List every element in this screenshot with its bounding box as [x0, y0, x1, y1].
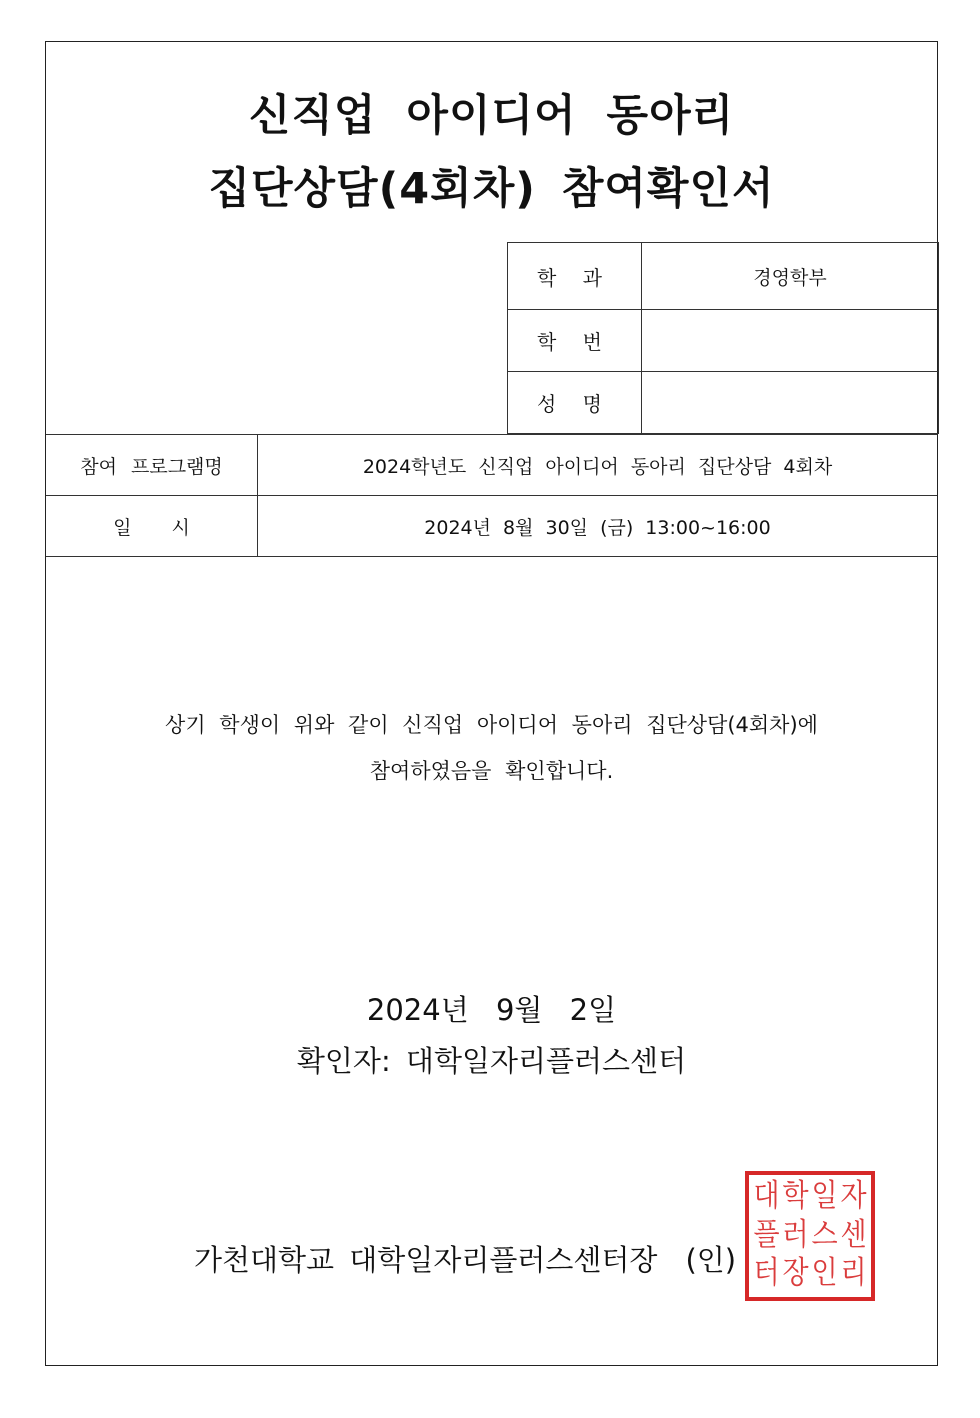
seal-glyph: 장	[782, 1255, 809, 1292]
seal-glyph: 센	[840, 1217, 867, 1253]
confirmer: 확인자: 대학일자리플러스센터	[296, 1044, 687, 1078]
student-id-row	[508, 310, 939, 372]
student-id-label: 학 번	[508, 310, 642, 372]
program-name-value: 2024학년도 신직업 아이디어 동아리 집단상담 4회차	[258, 435, 938, 496]
program-date-row	[46, 496, 937, 557]
issue-date: 2024년 9월 2일	[366, 993, 617, 1027]
name-label: 성 명	[508, 372, 642, 434]
seal-glyph: 인	[811, 1255, 838, 1292]
seal-glyph: 리	[840, 1255, 867, 1292]
statement-line-2: 참여하였음을 확인합니다.	[369, 759, 614, 783]
seal-glyph: 일	[811, 1178, 838, 1215]
official-seal-stamp	[745, 1171, 875, 1301]
department-row	[508, 243, 939, 310]
seal-glyph: 러	[782, 1217, 809, 1253]
name-row	[508, 372, 939, 434]
seal-glyph: 자	[840, 1178, 867, 1215]
program-name-label: 참여 프로그램명	[46, 435, 258, 496]
title-line-2: 집단상담(4회차) 참여확인서	[208, 164, 775, 214]
seal-glyph: 플	[753, 1217, 780, 1253]
confirmation-statement	[46, 702, 937, 794]
name-value	[642, 372, 939, 434]
program-name-row	[46, 435, 937, 496]
student-id-value	[642, 310, 939, 372]
seal-glyph: 터	[753, 1255, 780, 1292]
certificate-frame	[45, 41, 938, 1366]
seal-glyph: 학	[782, 1178, 809, 1215]
department-value: 경영학부	[642, 243, 939, 310]
department-label: 학 과	[508, 243, 642, 310]
statement-line-1: 상기 학생이 위와 같이 신직업 아이디어 동아리 집단상담(4회차)에	[165, 713, 818, 737]
program-table	[46, 434, 937, 557]
program-date-value: 2024년 8월 30일 (금) 13:00~16:00	[258, 496, 938, 557]
program-date-label: 일 시	[46, 496, 258, 557]
seal-glyph: 대	[753, 1178, 780, 1215]
seal-mark: (인)	[685, 1243, 737, 1277]
title-line-1: 신직업 아이디어 동아리	[248, 91, 735, 141]
issuer-line	[194, 1238, 736, 1279]
seal-glyph: 스	[811, 1217, 838, 1253]
issuer-name: 가천대학교 대학일자리플러스센터장	[194, 1243, 658, 1277]
student-info-table	[507, 242, 939, 434]
